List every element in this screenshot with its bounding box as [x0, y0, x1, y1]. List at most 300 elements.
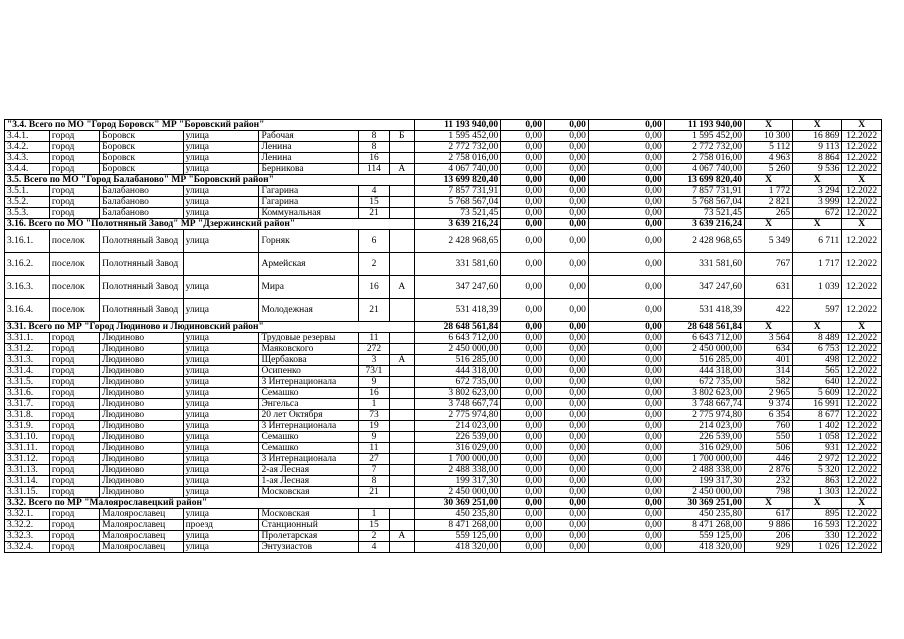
max-cost-cell: 1 026 — [793, 542, 842, 553]
specific-cost-cell: 9 886 — [745, 520, 793, 531]
specific-cost-cell: 634 — [745, 344, 793, 355]
total-cost-cell: 2 450 000,00 — [414, 487, 501, 498]
local-budget-cell: 0,00 — [588, 142, 664, 153]
budget-cell: 0,00 — [545, 322, 589, 333]
fund-cell: 0,00 — [501, 443, 545, 454]
locality-name-cell: Малоярославец — [100, 520, 183, 531]
budget-cell: 0,00 — [545, 175, 589, 186]
local-budget-cell: 0,00 — [588, 131, 664, 142]
street-type-cell: улица — [183, 388, 259, 399]
specific-cost-cell: 314 — [745, 366, 793, 377]
specific-cost-cell: 10 300 — [745, 131, 793, 142]
max-cost-cell: 330 — [793, 531, 842, 542]
fund-cell: 0,00 — [501, 476, 545, 487]
row-number-cell: 3.16.4. — [5, 299, 50, 322]
locality-type-cell: город — [49, 366, 99, 377]
total-cost-cell: 559 125,00 — [414, 531, 501, 542]
total-cost-cell: 3 802 623,00 — [414, 388, 501, 399]
local-budget-cell: 0,00 — [588, 465, 664, 476]
fund-cell: 0,00 — [501, 153, 545, 164]
house-number-cell: 9 — [358, 432, 389, 443]
total-cost-cell: 3 748 667,74 — [414, 399, 501, 410]
locality-name-cell: Полотняный Завод — [100, 230, 183, 253]
total-cost-cell: 28 648 561,84 — [414, 322, 501, 333]
locality-type-cell: город — [49, 142, 99, 153]
street-name-cell: Московская — [259, 509, 358, 520]
completion-date-cell: 12.2022 — [842, 377, 882, 388]
row-number-cell: 3.31.8. — [5, 410, 50, 421]
street-type-cell: улица — [183, 164, 259, 175]
table-row — [5, 377, 882, 388]
fund-cell: 0,00 — [501, 197, 545, 208]
street-type-cell: улица — [183, 421, 259, 432]
street-type-cell: улица — [183, 230, 259, 253]
locality-type-cell: город — [49, 355, 99, 366]
table-row — [5, 344, 882, 355]
house-number-cell: 21 — [358, 208, 389, 219]
completion-date-cell: 12.2022 — [842, 197, 882, 208]
owners-funds-cell: 28 648 561,84 — [664, 322, 744, 333]
completion-date-cell: 12.2022 — [842, 520, 882, 531]
local-budget-cell: 0,00 — [588, 509, 664, 520]
fund-cell: 0,00 — [501, 410, 545, 421]
owners-funds-cell: 444 318,00 — [664, 366, 744, 377]
fund-cell: 0,00 — [501, 186, 545, 197]
specific-cost-cell: 1 772 — [745, 186, 793, 197]
local-budget-cell: 0,00 — [588, 276, 664, 299]
budget-cell: 0,00 — [545, 131, 589, 142]
specific-cost-cell: 506 — [745, 443, 793, 454]
capital-repair-table — [4, 119, 882, 553]
completion-date-cell: 12.2022 — [842, 186, 882, 197]
owners-funds-cell: 331 581,60 — [664, 253, 744, 276]
locality-type-cell: город — [49, 399, 99, 410]
max-cost-cell: 1 039 — [793, 276, 842, 299]
total-cost-cell: 450 235,80 — [414, 509, 501, 520]
budget-cell: 0,00 — [545, 153, 589, 164]
locality-name-cell: Людиново — [100, 421, 183, 432]
local-budget-cell: 0,00 — [588, 322, 664, 333]
fund-cell: 0,00 — [501, 333, 545, 344]
locality-name-cell: Людиново — [100, 388, 183, 399]
fund-cell: 0,00 — [501, 366, 545, 377]
owners-funds-cell: 2 775 974,80 — [664, 410, 744, 421]
x-cell: X — [793, 120, 842, 131]
owners-funds-cell: 450 235,80 — [664, 509, 744, 520]
owners-funds-cell: 347 247,60 — [664, 276, 744, 299]
row-number-cell: 3.5.1. — [5, 186, 50, 197]
locality-type-cell: город — [49, 443, 99, 454]
owners-funds-cell: 516 285,00 — [664, 355, 744, 366]
owners-funds-cell: 2 450 000,00 — [664, 487, 744, 498]
max-cost-cell: 8 864 — [793, 153, 842, 164]
house-number-cell: 114 — [358, 164, 389, 175]
section-title: 3.5. Всего по МО "Город Балабаново" МР "Боровский район" — [5, 175, 415, 186]
street-type-cell: улица — [183, 465, 259, 476]
row-number-cell: 3.31.1. — [5, 333, 50, 344]
local-budget-cell: 0,00 — [588, 355, 664, 366]
completion-date-cell: 12.2022 — [842, 164, 882, 175]
fund-cell: 0,00 — [501, 454, 545, 465]
building-letter-cell — [389, 153, 414, 164]
locality-type-cell: город — [49, 487, 99, 498]
street-type-cell: улица — [183, 197, 259, 208]
locality-type-cell: город — [49, 531, 99, 542]
building-letter-cell — [389, 421, 414, 432]
total-cost-cell: 30 369 251,00 — [414, 498, 501, 509]
local-budget-cell: 0,00 — [588, 164, 664, 175]
street-name-cell: 3 Интернационала — [259, 454, 358, 465]
total-cost-cell: 13 699 820,40 — [414, 175, 501, 186]
fund-cell: 0,00 — [501, 276, 545, 299]
building-letter-cell — [389, 299, 414, 322]
locality-type-cell: город — [49, 421, 99, 432]
street-type-cell: улица — [183, 509, 259, 520]
locality-type-cell: город — [49, 542, 99, 553]
street-name-cell: Ленина — [259, 142, 358, 153]
house-number-cell: 7 — [358, 465, 389, 476]
local-budget-cell: 0,00 — [588, 454, 664, 465]
completion-date-cell: 12.2022 — [842, 432, 882, 443]
budget-cell: 0,00 — [545, 366, 589, 377]
budget-cell: 0,00 — [545, 531, 589, 542]
owners-funds-cell: 531 418,39 — [664, 299, 744, 322]
total-cost-cell: 2 775 974,80 — [414, 410, 501, 421]
completion-date-cell: 12.2022 — [842, 410, 882, 421]
specific-cost-cell: 4 963 — [745, 153, 793, 164]
completion-date-cell: 12.2022 — [842, 487, 882, 498]
locality-name-cell: Малоярославец — [100, 542, 183, 553]
street-name-cell: Рабочая — [259, 131, 358, 142]
local-budget-cell: 0,00 — [588, 388, 664, 399]
total-cost-cell: 214 023,00 — [414, 421, 501, 432]
budget-cell: 0,00 — [545, 520, 589, 531]
locality-name-cell: Людиново — [100, 344, 183, 355]
locality-type-cell: город — [49, 432, 99, 443]
street-name-cell: 20 лет Октября — [259, 410, 358, 421]
street-type-cell: улица — [183, 476, 259, 487]
row-number-cell: 3.31.12. — [5, 454, 50, 465]
max-cost-cell: 895 — [793, 509, 842, 520]
locality-type-cell: город — [49, 208, 99, 219]
house-number-cell: 4 — [358, 542, 389, 553]
budget-cell: 0,00 — [545, 208, 589, 219]
locality-type-cell: город — [49, 509, 99, 520]
locality-type-cell: поселок — [49, 253, 99, 276]
street-type-cell: улица — [183, 443, 259, 454]
locality-type-cell: город — [49, 410, 99, 421]
fund-cell: 0,00 — [501, 498, 545, 509]
section-total-row — [5, 498, 882, 509]
street-type-cell: улица — [183, 344, 259, 355]
locality-name-cell: Людиново — [100, 399, 183, 410]
max-cost-cell: 6 753 — [793, 344, 842, 355]
locality-type-cell: город — [49, 454, 99, 465]
total-cost-cell: 316 029,00 — [414, 443, 501, 454]
fund-cell: 0,00 — [501, 253, 545, 276]
street-name-cell: 2-ая Лесная — [259, 465, 358, 476]
street-type-cell: улица — [183, 432, 259, 443]
owners-funds-cell: 316 029,00 — [664, 443, 744, 454]
locality-name-cell: Боровск — [100, 164, 183, 175]
x-cell: X — [793, 175, 842, 186]
street-type-cell: улица — [183, 333, 259, 344]
budget-cell: 0,00 — [545, 377, 589, 388]
local-budget-cell: 0,00 — [588, 333, 664, 344]
table-row — [5, 476, 882, 487]
locality-name-cell: Малоярославец — [100, 509, 183, 520]
owners-funds-cell: 2 772 732,00 — [664, 142, 744, 153]
fund-cell: 0,00 — [501, 142, 545, 153]
completion-date-cell: 12.2022 — [842, 230, 882, 253]
owners-funds-cell: 8 471 268,00 — [664, 520, 744, 531]
local-budget-cell: 0,00 — [588, 366, 664, 377]
locality-name-cell: Балабаново — [100, 208, 183, 219]
x-cell: X — [745, 498, 793, 509]
x-cell: X — [745, 120, 793, 131]
table-row — [5, 542, 882, 553]
max-cost-cell: 16 593 — [793, 520, 842, 531]
budget-cell: 0,00 — [545, 197, 589, 208]
local-budget-cell: 0,00 — [588, 120, 664, 131]
street-type-cell: улица — [183, 276, 259, 299]
fund-cell: 0,00 — [501, 322, 545, 333]
x-cell: X — [842, 498, 882, 509]
total-cost-cell: 2 488 338,00 — [414, 465, 501, 476]
budget-cell: 0,00 — [545, 230, 589, 253]
owners-funds-cell: 1 700 000,00 — [664, 454, 744, 465]
locality-name-cell: Людиново — [100, 366, 183, 377]
street-type-cell: улица — [183, 399, 259, 410]
locality-name-cell: Балабаново — [100, 197, 183, 208]
table-row — [5, 208, 882, 219]
local-budget-cell: 0,00 — [588, 377, 664, 388]
house-number-cell: 15 — [358, 197, 389, 208]
specific-cost-cell: 3 564 — [745, 333, 793, 344]
max-cost-cell: 1 303 — [793, 487, 842, 498]
specific-cost-cell: 6 354 — [745, 410, 793, 421]
street-name-cell: Горняк — [259, 230, 358, 253]
building-letter-cell — [389, 366, 414, 377]
max-cost-cell: 1 402 — [793, 421, 842, 432]
house-number-cell: 73 — [358, 410, 389, 421]
street-type-cell: улица — [183, 377, 259, 388]
budget-cell: 0,00 — [545, 542, 589, 553]
fund-cell: 0,00 — [501, 230, 545, 253]
fund-cell: 0,00 — [501, 487, 545, 498]
total-cost-cell: 8 471 268,00 — [414, 520, 501, 531]
completion-date-cell: 12.2022 — [842, 253, 882, 276]
total-cost-cell: 531 418,39 — [414, 299, 501, 322]
budget-cell: 0,00 — [545, 465, 589, 476]
house-number-cell: 19 — [358, 421, 389, 432]
max-cost-cell: 863 — [793, 476, 842, 487]
house-number-cell: 8 — [358, 131, 389, 142]
local-budget-cell: 0,00 — [588, 344, 664, 355]
local-budget-cell: 0,00 — [588, 432, 664, 443]
completion-date-cell: 12.2022 — [842, 465, 882, 476]
section-total-row — [5, 219, 882, 230]
street-name-cell: Пролетарская — [259, 531, 358, 542]
locality-name-cell: Людиново — [100, 476, 183, 487]
local-budget-cell: 0,00 — [588, 443, 664, 454]
house-number-cell: 272 — [358, 344, 389, 355]
house-number-cell: 6 — [358, 230, 389, 253]
total-cost-cell: 418 320,00 — [414, 542, 501, 553]
house-number-cell: 1 — [358, 509, 389, 520]
completion-date-cell: 12.2022 — [842, 276, 882, 299]
street-name-cell: 3 Интернационала — [259, 377, 358, 388]
building-letter-cell — [389, 399, 414, 410]
row-number-cell: 3.31.5. — [5, 377, 50, 388]
fund-cell: 0,00 — [501, 208, 545, 219]
max-cost-cell: 597 — [793, 299, 842, 322]
table-row — [5, 399, 882, 410]
building-letter-cell — [389, 377, 414, 388]
x-cell: X — [745, 175, 793, 186]
row-number-cell: 3.31.4. — [5, 366, 50, 377]
locality-name-cell: Боровск — [100, 142, 183, 153]
max-cost-cell: 498 — [793, 355, 842, 366]
locality-type-cell: город — [49, 388, 99, 399]
row-number-cell: 3.31.6. — [5, 388, 50, 399]
street-name-cell: Станционный — [259, 520, 358, 531]
completion-date-cell: 12.2022 — [842, 399, 882, 410]
specific-cost-cell: 929 — [745, 542, 793, 553]
local-budget-cell: 0,00 — [588, 219, 664, 230]
table-row — [5, 197, 882, 208]
table-row — [5, 186, 882, 197]
completion-date-cell: 12.2022 — [842, 531, 882, 542]
street-type-cell: улица — [183, 142, 259, 153]
building-letter-cell — [389, 388, 414, 399]
fund-cell: 0,00 — [501, 377, 545, 388]
building-letter-cell — [389, 253, 414, 276]
specific-cost-cell: 265 — [745, 208, 793, 219]
street-name-cell: Маяковского — [259, 344, 358, 355]
street-type-cell: улица — [183, 355, 259, 366]
house-number-cell: 16 — [358, 276, 389, 299]
budget-cell: 0,00 — [545, 299, 589, 322]
max-cost-cell: 931 — [793, 443, 842, 454]
max-cost-cell: 9 536 — [793, 164, 842, 175]
fund-cell: 0,00 — [501, 175, 545, 186]
street-type-cell: улица — [183, 299, 259, 322]
row-number-cell: 3.5.3. — [5, 208, 50, 219]
section-title: 3.31. Всего по МР "Город Людиново и Людиновский район" — [5, 322, 415, 333]
table-row — [5, 131, 882, 142]
local-budget-cell: 0,00 — [588, 197, 664, 208]
street-type-cell: улица — [183, 366, 259, 377]
locality-type-cell: город — [49, 197, 99, 208]
owners-funds-cell: 1 595 452,00 — [664, 131, 744, 142]
total-cost-cell: 4 067 740,00 — [414, 164, 501, 175]
building-letter-cell — [389, 142, 414, 153]
fund-cell: 0,00 — [501, 531, 545, 542]
fund-cell: 0,00 — [501, 509, 545, 520]
locality-name-cell: Полотняный Завод — [100, 253, 183, 276]
total-cost-cell: 331 581,60 — [414, 253, 501, 276]
street-name-cell: Гагарина — [259, 186, 358, 197]
total-cost-cell: 226 539,00 — [414, 432, 501, 443]
building-letter-cell — [389, 465, 414, 476]
street-name-cell: Энтузиастов — [259, 542, 358, 553]
fund-cell: 0,00 — [501, 344, 545, 355]
owners-funds-cell: 418 320,00 — [664, 542, 744, 553]
local-budget-cell: 0,00 — [588, 531, 664, 542]
budget-cell: 0,00 — [545, 410, 589, 421]
fund-cell: 0,00 — [501, 399, 545, 410]
row-number-cell: 3.16.3. — [5, 276, 50, 299]
fund-cell: 0,00 — [501, 355, 545, 366]
street-type-cell: проезд — [183, 520, 259, 531]
street-name-cell: Семашко — [259, 443, 358, 454]
locality-name-cell: Людиново — [100, 410, 183, 421]
total-cost-cell: 1 595 452,00 — [414, 131, 501, 142]
section-title: 3.16. Всего по МО "Полотняный Завод" МР "Дзержинский район" — [5, 219, 415, 230]
row-number-cell: 3.31.14. — [5, 476, 50, 487]
local-budget-cell: 0,00 — [588, 410, 664, 421]
locality-type-cell: город — [49, 164, 99, 175]
owners-funds-cell: 3 639 216,24 — [664, 219, 744, 230]
local-budget-cell: 0,00 — [588, 520, 664, 531]
building-letter-cell — [389, 333, 414, 344]
table-row — [5, 421, 882, 432]
street-type-cell: улица — [183, 487, 259, 498]
house-number-cell: 11 — [358, 443, 389, 454]
max-cost-cell: 640 — [793, 377, 842, 388]
local-budget-cell: 0,00 — [588, 153, 664, 164]
max-cost-cell: 9 113 — [793, 142, 842, 153]
building-letter-cell — [389, 487, 414, 498]
local-budget-cell: 0,00 — [588, 399, 664, 410]
street-name-cell: Молодежная — [259, 299, 358, 322]
max-cost-cell: 565 — [793, 366, 842, 377]
row-number-cell: 3.31.2. — [5, 344, 50, 355]
local-budget-cell: 0,00 — [588, 487, 664, 498]
house-number-cell: 2 — [358, 253, 389, 276]
max-cost-cell: 5 320 — [793, 465, 842, 476]
locality-name-cell: Людиново — [100, 465, 183, 476]
house-number-cell: 27 — [358, 454, 389, 465]
row-number-cell: 3.4.2. — [5, 142, 50, 153]
row-number-cell: 3.16.1. — [5, 230, 50, 253]
row-number-cell: 3.32.3. — [5, 531, 50, 542]
building-letter-cell: А — [389, 164, 414, 175]
max-cost-cell: 1 717 — [793, 253, 842, 276]
fund-cell: 0,00 — [501, 219, 545, 230]
budget-cell: 0,00 — [545, 454, 589, 465]
specific-cost-cell: 5 112 — [745, 142, 793, 153]
local-budget-cell: 0,00 — [588, 542, 664, 553]
budget-cell: 0,00 — [545, 253, 589, 276]
budget-cell: 0,00 — [545, 509, 589, 520]
completion-date-cell: 12.2022 — [842, 366, 882, 377]
street-type-cell: улица — [183, 410, 259, 421]
table-row — [5, 366, 882, 377]
table-row — [5, 333, 882, 344]
street-type-cell: улица — [183, 454, 259, 465]
locality-name-cell: Боровск — [100, 131, 183, 142]
total-cost-cell: 2 428 968,65 — [414, 230, 501, 253]
street-type-cell: улица — [183, 153, 259, 164]
house-number-cell: 16 — [358, 153, 389, 164]
total-cost-cell: 5 768 567,04 — [414, 197, 501, 208]
completion-date-cell: 12.2022 — [842, 344, 882, 355]
street-type-cell: улица — [183, 531, 259, 542]
fund-cell: 0,00 — [501, 131, 545, 142]
budget-cell: 0,00 — [545, 443, 589, 454]
